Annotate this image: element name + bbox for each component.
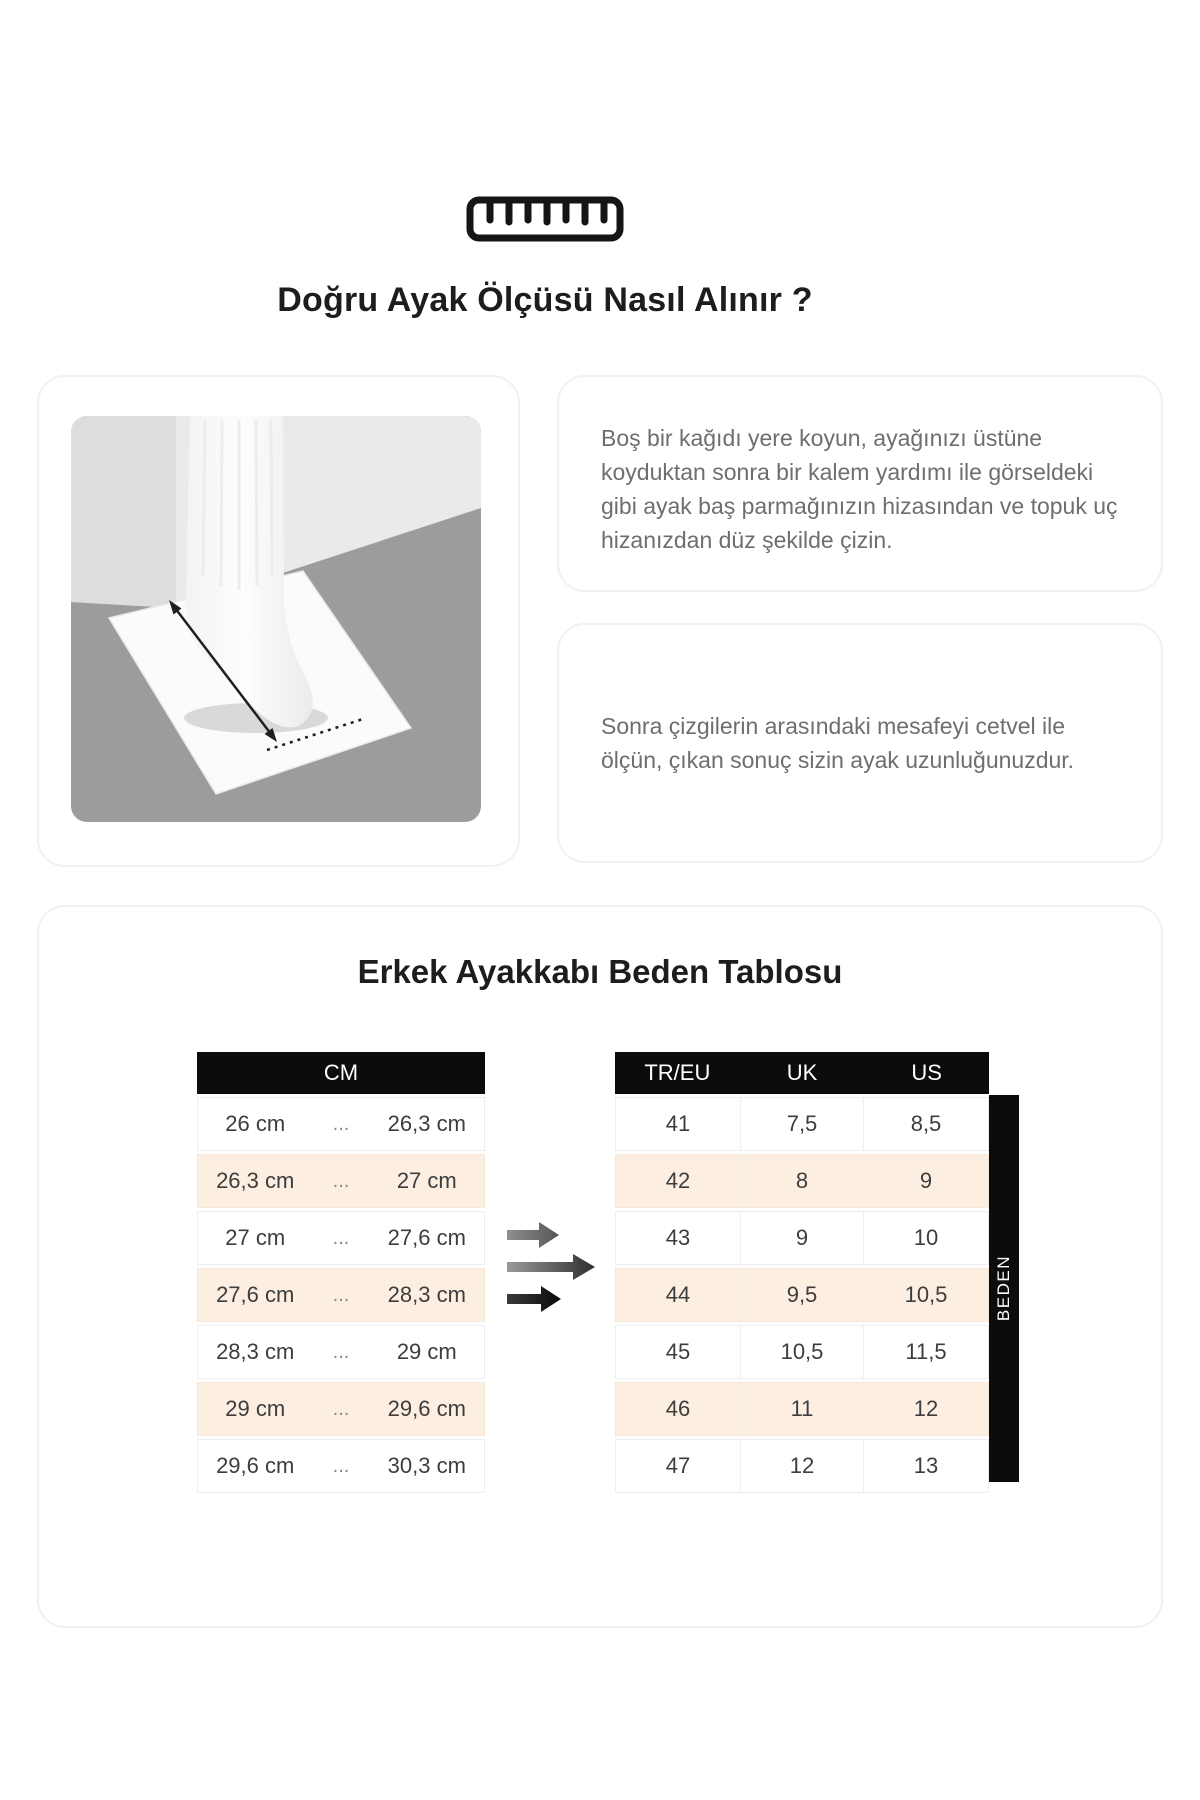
cm-from: 28,3 cm [216,1339,295,1364]
cm-table [197,1052,485,1493]
size-tr-eu: 46 [665,1396,691,1421]
table-row [615,1325,989,1379]
size-tr-eu: 45 [665,1339,691,1364]
photo-wall-corner [71,416,176,608]
ruler-icon-svg [465,195,625,243]
cm-to: 29,6 cm [387,1396,466,1421]
transfer-arrows-svg [507,1222,599,1312]
beden-side-bar [989,1095,1019,1482]
size-uk: 9 [740,1212,864,1264]
size-table [615,1052,989,1493]
cm-table-header [197,1052,485,1094]
foot-measurement-photo [71,416,481,822]
table-row [615,1439,989,1493]
page-title: Doğru Ayak Ölçüsü Nasıl Alınır ? [277,281,813,319]
size-table-header [615,1052,989,1094]
size-us: 8,5 [910,1111,942,1136]
col-header-uk: UK [786,1060,818,1085]
table-row [197,1268,485,1322]
table-row [615,1268,989,1322]
range-separator: ... [332,1397,350,1420]
size-tr-eu: 41 [665,1111,691,1136]
size-chart-title: Erkek Ayakkabı Beden Tablosu [357,953,843,990]
range-separator: ... [332,1169,350,1192]
cm-from: 27 cm [225,1225,286,1250]
size-uk: 10,5 [740,1326,864,1378]
size-us: 10,5 [904,1282,948,1307]
size-us: 10 [913,1225,939,1250]
table-row [197,1382,485,1436]
transfer-arrows-icon [507,1222,599,1312]
range-separator: ... [332,1454,350,1477]
table-row [197,1154,485,1208]
size-tr-eu: 44 [665,1282,691,1307]
instruction-step1-text: Boş bir kağıdı yere koyun, ayağınızı üstüne koyduktan sonra bir kalem yardımı ile görseldeki gibi ayak baş parmağınızın hizasından ve topuk uç hizanızdan düz şekilde çizin. [601,425,1118,553]
table-row [615,1097,989,1151]
cm-to: 29 cm [396,1339,457,1364]
table-row [615,1154,989,1208]
table-row [197,1439,485,1493]
instruction-card-step1 [557,375,1163,592]
table-row [197,1211,485,1265]
size-tr-eu: 42 [665,1168,691,1193]
instruction-card-step2 [557,623,1163,863]
instruction-step2-text: Sonra çizgilerin arasındaki mesafeyi cetvel ile ölçün, çıkan sonuç sizin ayak uzunluğunuzdur. [601,713,1075,773]
foot-photo-illustration [71,416,481,822]
beden-label: BEDEN [994,1255,1013,1322]
size-us: 9 [919,1168,933,1193]
table-row [197,1097,485,1151]
range-separator: ... [332,1283,350,1306]
cm-from: 26 cm [225,1111,286,1136]
size-uk: 11 [740,1383,864,1435]
table-row [197,1325,485,1379]
ruler-icon [465,195,625,243]
size-uk: 12 [740,1440,864,1492]
size-us: 12 [913,1396,939,1421]
size-uk: 8 [740,1155,864,1207]
table-row [615,1382,989,1436]
cm-from: 27,6 cm [216,1282,295,1307]
col-header-us: US [911,1060,942,1085]
cm-to: 28,3 cm [387,1282,466,1307]
cm-from: 29,6 cm [216,1453,295,1478]
cm-from: 29 cm [225,1396,286,1421]
size-uk: 9,5 [740,1269,864,1321]
range-separator: ... [332,1226,350,1249]
size-tr-eu: 47 [665,1453,691,1478]
table-row [615,1211,989,1265]
cm-header-label: CM [323,1060,359,1085]
cm-to: 27 cm [396,1168,457,1193]
size-us: 11,5 [905,1339,947,1364]
cm-to: 26,3 cm [387,1111,466,1136]
cm-from: 26,3 cm [216,1168,295,1193]
cm-to: 30,3 cm [387,1453,466,1478]
size-tr-eu: 43 [665,1225,691,1250]
range-separator: ... [332,1112,350,1135]
col-header-tr-eu: TR/EU [644,1060,711,1085]
size-chart-card [37,905,1163,1628]
cm-to: 27,6 cm [387,1225,466,1250]
size-us: 13 [913,1453,939,1478]
size-uk: 7,5 [740,1098,864,1150]
range-separator: ... [332,1340,350,1363]
foot-measurement-photo-card [37,375,520,867]
